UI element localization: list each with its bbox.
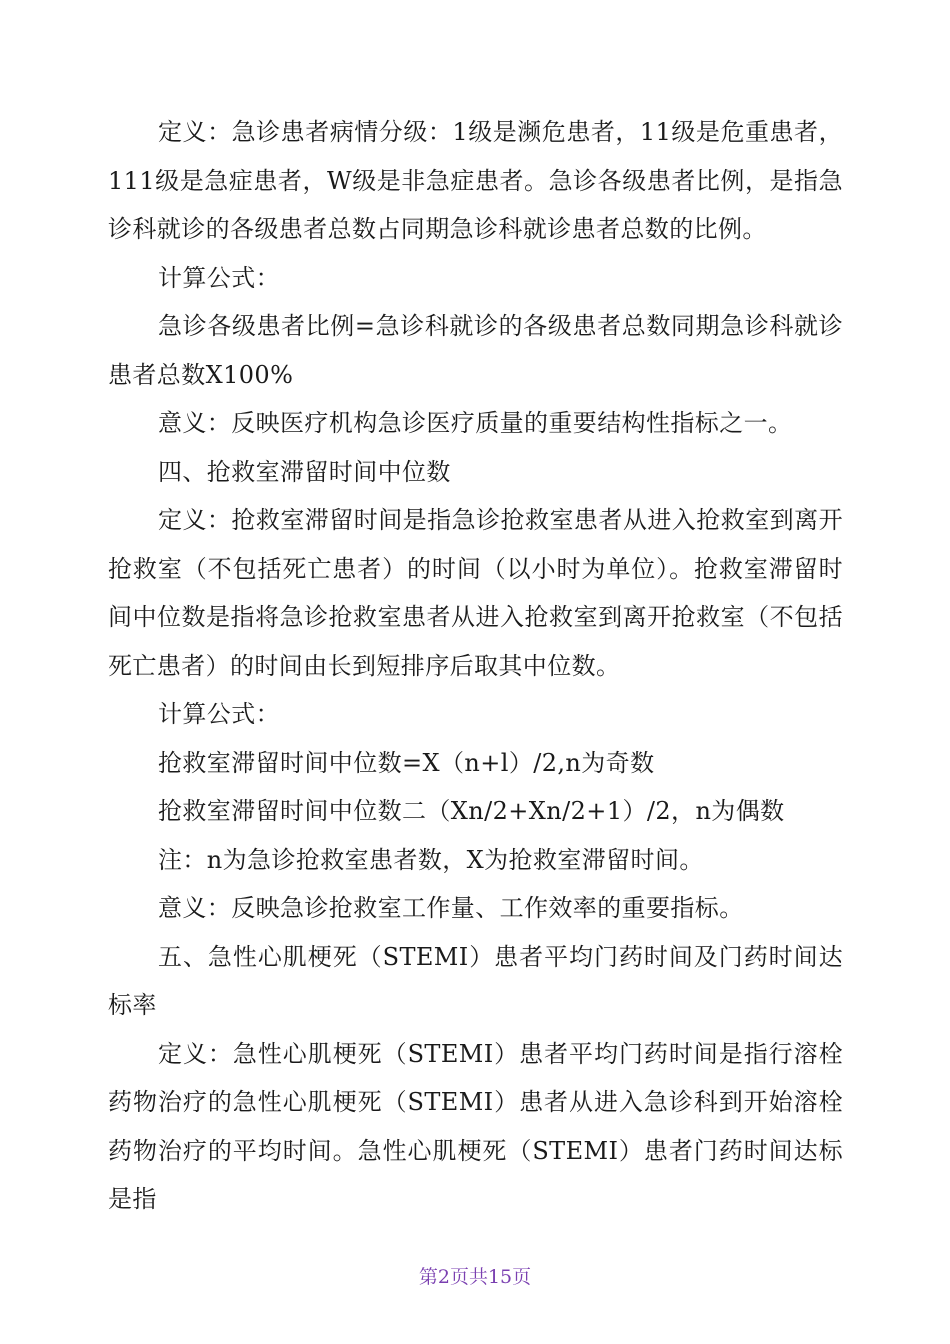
paragraph-formula-odd: 抢救室滞留时间中位数=X（n+l）/2,n为奇数	[158, 748, 655, 777]
section-heading-four: 四、抢救室滞留时间中位数	[158, 457, 451, 486]
paragraph-formula-label-2: 计算公式：	[158, 700, 280, 728]
paragraph-note: 注：n为急诊抢救室患者数，X为抢救室滞留时间。	[158, 845, 704, 874]
paragraph-significance: 意义：反映医疗机构急诊医疗质量的重要结构性指标之一。	[158, 409, 793, 437]
paragraph-formula-ratio: 急诊各级患者比例=急诊科就诊的各级患者总数同期急诊科就诊患者总数X100%	[108, 312, 843, 389]
paragraph-formula-even: 抢救室滞留时间中位数二（Xn/2+Xn/2+1）/2，n为偶数	[158, 797, 785, 825]
paragraph-definition-grading: 定义：急诊患者病情分级：1级是濒危患者，11级是危重患者，111级是急症患者，W级是非急症患者。急诊各级患者比例，是指急诊科就诊的各级患者总数占同期急诊科就诊患者总数的比例。	[108, 118, 843, 243]
section-heading-five: 五、急性心肌梗死（STEMI）患者平均门药时间及门药时间达标率	[108, 942, 843, 1019]
paragraph-definition-stemi: 定义：急性心肌梗死（STEMI）患者平均门药时间是指行溶栓药物治疗的急性心肌梗死（STEMI）患者从进入急诊科到开始溶栓药物治疗的平均时间。急性心肌梗死（STEMI）患者门药时间达标是指	[108, 1039, 843, 1213]
paragraph-formula-label: 计算公式：	[158, 263, 280, 292]
paragraph-significance-2: 意义：反映急诊抢救室工作量、工作效率的重要指标。	[158, 894, 744, 922]
paragraph-definition-retention: 定义：抢救室滞留时间是指急诊抢救室患者从进入抢救室到离开抢救室（不包括死亡患者）的时间（以小时为单位）。抢救室滞留时间中位数是指将急诊抢救室患者从进入抢救室到离开抢救室（不包括死亡患者）的时间由长到短排序后取其中位数。	[108, 506, 843, 680]
page-number-footer: 第2页共15页	[418, 1266, 532, 1288]
document-body	[108, 108, 843, 1224]
